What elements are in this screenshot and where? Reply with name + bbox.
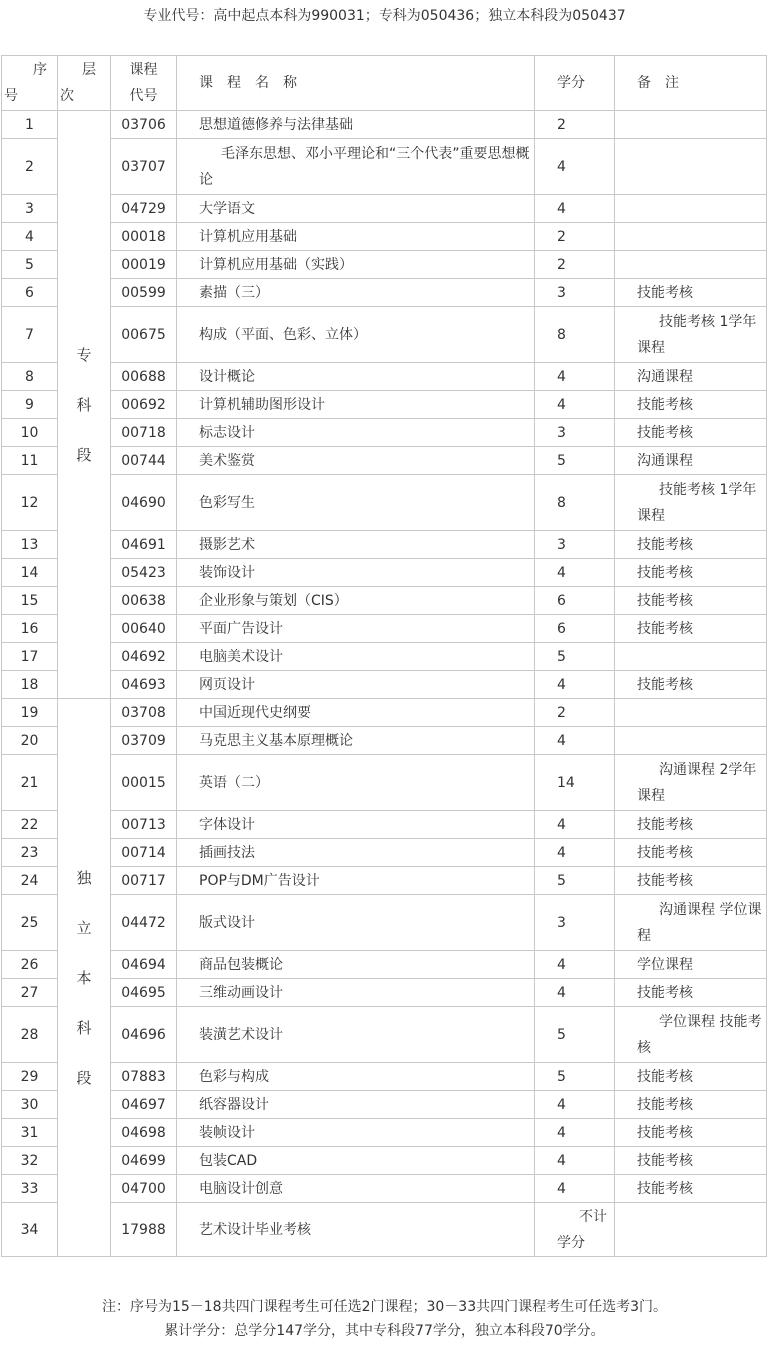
row-credit: 14 (535, 755, 615, 811)
level-char: 独 (76, 868, 92, 887)
row-course-name: 毛泽东思想、邓小平理论和“三个代表”重要思想概论 (177, 139, 535, 195)
row-note: 技能考核 (615, 839, 767, 867)
row-note (615, 1203, 767, 1257)
row-code: 07883 (111, 1063, 177, 1091)
row-credit: 3 (535, 895, 615, 951)
row-course-name: 色彩与构成 (177, 1063, 535, 1091)
row-note (615, 699, 767, 727)
header-credit: 学分 (535, 56, 615, 111)
table-row (2, 223, 767, 251)
row-code: 00640 (111, 615, 177, 643)
row-seq: 21 (2, 755, 58, 811)
table-row (2, 363, 767, 391)
header-level (58, 56, 111, 111)
table-row (2, 1147, 767, 1175)
row-course-name: 字体设计 (177, 811, 535, 839)
row-note (615, 111, 767, 139)
row-note: 技能考核 (615, 419, 767, 447)
row-seq: 9 (2, 391, 58, 419)
table-row (2, 279, 767, 307)
row-credit: 5 (535, 867, 615, 895)
level-char: 本 (76, 968, 92, 987)
level-char: 段 (76, 445, 92, 464)
row-course-name: POP与DM广告设计 (177, 867, 535, 895)
table-header-row (2, 56, 767, 111)
level-char: 科 (76, 395, 92, 414)
row-note (615, 139, 767, 195)
table-row (2, 895, 767, 951)
table-row (2, 307, 767, 363)
row-code: 04697 (111, 1091, 177, 1119)
row-seq: 2 (2, 139, 58, 195)
row-note: 技能考核 1学年课程 (615, 475, 767, 531)
row-credit: 2 (535, 223, 615, 251)
row-seq: 4 (2, 223, 58, 251)
row-credit: 4 (535, 363, 615, 391)
row-code: 00744 (111, 447, 177, 475)
row-course-name: 计算机应用基础 (177, 223, 535, 251)
table-row (2, 811, 767, 839)
header-name: 课 程 名 称 (177, 56, 535, 111)
table-row (2, 531, 767, 559)
header-level-a: 层 (82, 62, 96, 78)
footer-note-line: 注：序号为15－18共四门课程考生可任选2门课程；30－33共四门课程考生可任选考3门。 (101, 1299, 668, 1315)
row-code: 04692 (111, 643, 177, 671)
row-credit: 3 (535, 419, 615, 447)
row-course-name: 美术鉴赏 (177, 447, 535, 475)
row-note (615, 223, 767, 251)
table-row (2, 1175, 767, 1203)
header-seq (2, 56, 58, 111)
header-note: 备 注 (615, 56, 767, 111)
row-seq: 13 (2, 531, 58, 559)
row-course-name: 平面广告设计 (177, 615, 535, 643)
row-course-name: 电脑设计创意 (177, 1175, 535, 1203)
row-credit: 4 (535, 671, 615, 699)
table-row (2, 195, 767, 223)
row-course-name: 马克思主义基本原理概论 (177, 727, 535, 755)
row-note (615, 251, 767, 279)
row-seq: 15 (2, 587, 58, 615)
row-seq: 23 (2, 839, 58, 867)
table-row (2, 447, 767, 475)
row-credit: 2 (535, 251, 615, 279)
row-seq: 28 (2, 1007, 58, 1063)
row-credit: 2 (535, 111, 615, 139)
row-credit: 4 (535, 1175, 615, 1203)
row-credit: 5 (535, 1063, 615, 1091)
footer-notes (0, 1295, 769, 1343)
row-course-name: 中国近现代史纲要 (177, 699, 535, 727)
row-code: 05423 (111, 559, 177, 587)
row-course-name: 电脑美术设计 (177, 643, 535, 671)
row-credit: 6 (535, 587, 615, 615)
row-note: 沟通课程 2学年课程 (615, 755, 767, 811)
table-row (2, 727, 767, 755)
row-code: 00599 (111, 279, 177, 307)
row-code: 00718 (111, 419, 177, 447)
row-credit: 5 (535, 643, 615, 671)
row-note: 技能考核 (615, 531, 767, 559)
row-code: 04729 (111, 195, 177, 223)
row-seq: 31 (2, 1119, 58, 1147)
major-code-line: 专业代号：高中起点本科为990031；专科为050436；独立本科段为050437 (143, 8, 626, 24)
row-credit: 4 (535, 951, 615, 979)
row-seq: 16 (2, 615, 58, 643)
row-code: 04696 (111, 1007, 177, 1063)
row-course-name: 艺术设计毕业考核 (177, 1203, 535, 1257)
row-course-name: 纸容器设计 (177, 1091, 535, 1119)
row-note: 沟通课程 学位课程 (615, 895, 767, 951)
row-course-name: 网页设计 (177, 671, 535, 699)
row-code: 04472 (111, 895, 177, 951)
row-seq: 27 (2, 979, 58, 1007)
row-credit: 4 (535, 559, 615, 587)
row-code: 04698 (111, 1119, 177, 1147)
row-credit: 4 (535, 1091, 615, 1119)
row-seq: 24 (2, 867, 58, 895)
row-code: 03708 (111, 699, 177, 727)
header-seq-a: 序 (33, 62, 47, 78)
row-credit: 6 (535, 615, 615, 643)
row-note: 技能考核 (615, 867, 767, 895)
table-row (2, 615, 767, 643)
row-note: 技能考核 (615, 587, 767, 615)
row-course-name: 英语（二） (177, 755, 535, 811)
row-seq: 22 (2, 811, 58, 839)
row-credit: 5 (535, 447, 615, 475)
row-course-name: 思想道德修养与法律基础 (177, 111, 535, 139)
row-note: 技能考核 (615, 1119, 767, 1147)
row-seq: 3 (2, 195, 58, 223)
row-seq: 32 (2, 1147, 58, 1175)
row-credit: 4 (535, 391, 615, 419)
table-row (2, 671, 767, 699)
row-course-name: 计算机应用基础（实践） (177, 251, 535, 279)
table-row (2, 111, 767, 139)
row-seq: 11 (2, 447, 58, 475)
row-code: 00692 (111, 391, 177, 419)
table-row (2, 587, 767, 615)
table-row (2, 475, 767, 531)
header-level-b: 次 (60, 88, 74, 104)
row-code: 00688 (111, 363, 177, 391)
row-course-name: 素描（三） (177, 279, 535, 307)
table-row (2, 139, 767, 195)
row-course-name: 大学语文 (177, 195, 535, 223)
row-course-name: 装帧设计 (177, 1119, 535, 1147)
row-code: 00019 (111, 251, 177, 279)
row-code: 00713 (111, 811, 177, 839)
level-char: 科 (76, 1018, 92, 1037)
header-code (111, 56, 177, 111)
row-seq: 12 (2, 475, 58, 531)
row-note: 技能考核 (615, 811, 767, 839)
row-course-name: 设计概论 (177, 363, 535, 391)
row-note (615, 643, 767, 671)
row-code: 00717 (111, 867, 177, 895)
row-credit: 3 (535, 531, 615, 559)
row-code: 00015 (111, 755, 177, 811)
row-course-name: 三维动画设计 (177, 979, 535, 1007)
table-row (2, 251, 767, 279)
row-code: 00018 (111, 223, 177, 251)
row-note: 技能考核 (615, 1147, 767, 1175)
table-row (2, 559, 767, 587)
row-seq: 6 (2, 279, 58, 307)
row-note: 技能考核 (615, 1063, 767, 1091)
row-course-name: 包装CAD (177, 1147, 535, 1175)
row-seq: 7 (2, 307, 58, 363)
table-row (2, 699, 767, 727)
row-code: 04693 (111, 671, 177, 699)
row-credit: 8 (535, 307, 615, 363)
row-code: 03709 (111, 727, 177, 755)
row-code: 04699 (111, 1147, 177, 1175)
row-code: 03707 (111, 139, 177, 195)
level-char: 专 (76, 345, 92, 364)
row-credit: 4 (535, 1119, 615, 1147)
row-seq: 10 (2, 419, 58, 447)
table-row (2, 391, 767, 419)
row-credit: 4 (535, 979, 615, 1007)
row-course-name: 色彩写生 (177, 475, 535, 531)
table-row (2, 755, 767, 811)
table-row (2, 979, 767, 1007)
row-seq: 18 (2, 671, 58, 699)
row-code: 04694 (111, 951, 177, 979)
header-code-a: 课程 (129, 62, 158, 78)
table-row (2, 643, 767, 671)
table-row (2, 1091, 767, 1119)
row-seq: 5 (2, 251, 58, 279)
row-credit: 4 (535, 139, 615, 195)
row-credit: 2 (535, 699, 615, 727)
row-course-name: 摄影艺术 (177, 531, 535, 559)
row-note: 沟通课程 (615, 363, 767, 391)
row-course-name: 版式设计 (177, 895, 535, 951)
row-course-name: 插画技法 (177, 839, 535, 867)
row-note: 技能考核 (615, 559, 767, 587)
row-note: 技能考核 (615, 979, 767, 1007)
row-course-name: 构成（平面、色彩、立体） (177, 307, 535, 363)
course-table (1, 55, 767, 1257)
row-credit: 不计学分 (535, 1203, 615, 1257)
row-note: 技能考核 (615, 671, 767, 699)
row-seq: 33 (2, 1175, 58, 1203)
row-credit: 4 (535, 811, 615, 839)
row-code: 17988 (111, 1203, 177, 1257)
row-note: 技能考核 (615, 1091, 767, 1119)
level-char: 段 (76, 1068, 92, 1087)
table-row (2, 839, 767, 867)
row-course-name: 装饰设计 (177, 559, 535, 587)
row-credit: 4 (535, 727, 615, 755)
row-seq: 29 (2, 1063, 58, 1091)
row-note: 技能考核 (615, 615, 767, 643)
row-seq: 30 (2, 1091, 58, 1119)
row-code: 04695 (111, 979, 177, 1007)
row-seq: 8 (2, 363, 58, 391)
row-seq: 26 (2, 951, 58, 979)
row-seq: 17 (2, 643, 58, 671)
row-code: 04700 (111, 1175, 177, 1203)
row-credit: 3 (535, 279, 615, 307)
row-note: 技能考核 1学年课程 (615, 307, 767, 363)
level-char: 立 (76, 918, 92, 937)
row-course-name: 商品包装概论 (177, 951, 535, 979)
row-note: 沟通课程 (615, 447, 767, 475)
level-junior-college (58, 111, 111, 699)
table-row (2, 1119, 767, 1147)
row-note: 技能考核 (615, 279, 767, 307)
table-row (2, 1063, 767, 1091)
row-credit: 4 (535, 1147, 615, 1175)
row-note: 技能考核 (615, 1175, 767, 1203)
row-course-name: 企业形象与策划（CIS） (177, 587, 535, 615)
table-row (2, 1203, 767, 1257)
table-row (2, 419, 767, 447)
row-credit: 4 (535, 195, 615, 223)
header-seq-b: 号 (4, 88, 18, 104)
row-course-name: 标志设计 (177, 419, 535, 447)
row-course-name: 计算机辅助图形设计 (177, 391, 535, 419)
row-code: 04690 (111, 475, 177, 531)
row-note: 技能考核 (615, 391, 767, 419)
row-credit: 8 (535, 475, 615, 531)
row-seq: 1 (2, 111, 58, 139)
row-note: 学位课程 技能考核 (615, 1007, 767, 1063)
row-credit: 5 (535, 1007, 615, 1063)
row-code: 03706 (111, 111, 177, 139)
row-code: 00675 (111, 307, 177, 363)
row-seq: 25 (2, 895, 58, 951)
row-seq: 19 (2, 699, 58, 727)
header-code-b: 代号 (129, 88, 158, 104)
row-credit: 4 (535, 839, 615, 867)
row-seq: 20 (2, 727, 58, 755)
footer-total-line: 累计学分：总学分147学分，其中专科段77学分，独立本科段70学分。 (164, 1323, 605, 1339)
row-course-name: 装潢艺术设计 (177, 1007, 535, 1063)
row-note (615, 727, 767, 755)
table-row (2, 867, 767, 895)
table-row (2, 1007, 767, 1063)
level-independent-bachelor (58, 699, 111, 1257)
row-code: 00714 (111, 839, 177, 867)
table-row (2, 951, 767, 979)
row-code: 04691 (111, 531, 177, 559)
row-seq: 14 (2, 559, 58, 587)
row-code: 00638 (111, 587, 177, 615)
row-seq: 34 (2, 1203, 58, 1257)
row-note (615, 195, 767, 223)
row-note: 学位课程 (615, 951, 767, 979)
